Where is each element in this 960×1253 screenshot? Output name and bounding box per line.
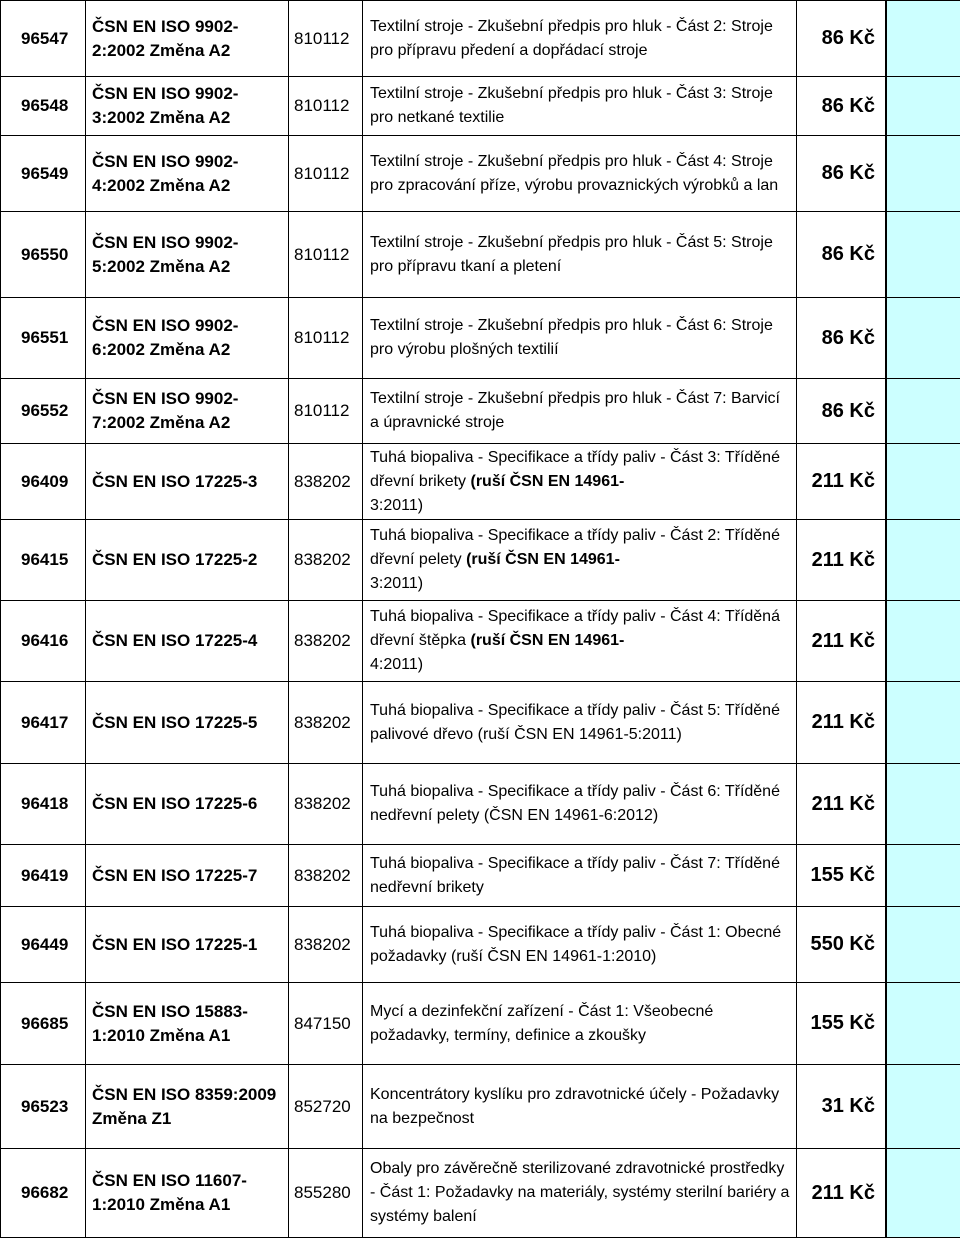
quantity-input-cell[interactable]	[886, 1149, 960, 1238]
table-row	[1, 601, 960, 682]
table-body	[1, 1, 960, 1238]
price: 211 Kč	[797, 682, 887, 764]
price: 86 Kč	[797, 298, 887, 379]
title-text: Tuhá biopaliva - Specifikace a třídy paliv - Část 4: Tříděná dřevní štěpka	[370, 608, 780, 649]
quantity-input-cell[interactable]	[886, 907, 960, 983]
standard-number: ČSN EN ISO 17225-3	[86, 444, 289, 520]
title-text: Mycí a dezinfekční zařízení - Část 1: Všeobecné požadavky, termíny, definice a zkoušky	[370, 1002, 714, 1044]
class-code: 855280	[289, 1149, 363, 1238]
title-text: Tuhá biopaliva - Specifikace a třídy paliv - Část 1: Obecné požadavky (ruší ČSN EN 14961-1:2010)	[370, 923, 782, 965]
title-text: Tuhá biopaliva - Specifikace a třídy paliv - Část 2: Tříděné dřevní pelety	[370, 527, 780, 568]
row-id: 96549	[1, 136, 86, 212]
quantity-input-cell[interactable]	[886, 845, 960, 907]
table-row	[1, 1065, 960, 1149]
standard-number: ČSN EN ISO 9902-4:2002 Změna A2	[86, 136, 289, 212]
title-text: Tuhá biopaliva - Specifikace a třídy paliv - Část 5: Tříděné palivové dřevo (ruší ČSN EN 14961-5:2011)	[370, 701, 780, 743]
row-id: 96547	[1, 1, 86, 77]
standard-title	[363, 907, 797, 983]
standard-number: ČSN EN ISO 17225-4	[86, 601, 289, 682]
table-row	[1, 764, 960, 845]
price: 86 Kč	[797, 212, 887, 298]
quantity-input-cell[interactable]	[886, 764, 960, 845]
row-id: 96550	[1, 212, 86, 298]
class-code: 838202	[289, 764, 363, 845]
table-row	[1, 298, 960, 379]
price: 550 Kč	[797, 907, 887, 983]
table-row	[1, 907, 960, 983]
standard-number: ČSN EN ISO 9902-3:2002 Změna A2	[86, 77, 289, 136]
class-code: 838202	[289, 845, 363, 907]
title-text: Textilní stroje - Zkušební předpis pro hluk - Část 3: Stroje pro netkané textilie	[370, 85, 773, 126]
quantity-input-cell[interactable]	[886, 682, 960, 764]
class-code: 838202	[289, 907, 363, 983]
row-id: 96418	[1, 764, 86, 845]
standard-title	[363, 520, 797, 601]
quantity-input-cell[interactable]	[886, 983, 960, 1065]
class-code: 838202	[289, 520, 363, 601]
table-row	[1, 845, 960, 907]
title-text: Textilní stroje - Zkušební předpis pro hluk - Část 2: Stroje pro přípravu předení a dopřádací stroje	[370, 17, 773, 59]
title-text: Tuhá biopaliva - Specifikace a třídy paliv - Část 7: Tříděné nedřevní brikety	[370, 854, 780, 896]
class-code: 810112	[289, 77, 363, 136]
standard-title	[363, 845, 797, 907]
standard-number: ČSN EN ISO 11607-1:2010 Změna A1	[86, 1149, 289, 1238]
table-row	[1, 682, 960, 764]
price: 155 Kč	[797, 845, 887, 907]
row-id: 96551	[1, 298, 86, 379]
table-row	[1, 983, 960, 1065]
price: 86 Kč	[797, 379, 887, 444]
class-code: 810112	[289, 298, 363, 379]
quantity-input-cell[interactable]	[886, 298, 960, 379]
class-code: 838202	[289, 682, 363, 764]
standard-number: ČSN EN ISO 8359:2009 Změna Z1	[86, 1065, 289, 1149]
price: 31 Kč	[797, 1065, 887, 1149]
title-text: Textilní stroje - Zkušební předpis pro hluk - Část 4: Stroje pro zpracování příze, výrobu provaznických výrobků a lan	[370, 152, 779, 194]
replaces-note: (ruší ČSN EN 14961-	[466, 551, 620, 568]
price: 86 Kč	[797, 1, 887, 77]
price: 155 Kč	[797, 983, 887, 1065]
row-id: 96682	[1, 1149, 86, 1238]
replaces-note-tail: 3:2011)	[370, 575, 424, 592]
replaces-note: (ruší ČSN EN 14961-	[470, 472, 625, 490]
class-code: 852720	[289, 1065, 363, 1149]
table-row	[1, 212, 960, 298]
standard-title	[363, 298, 797, 379]
table-row	[1, 136, 960, 212]
row-id: 96417	[1, 682, 86, 764]
price: 211 Kč	[797, 444, 887, 520]
class-code: 838202	[289, 601, 363, 682]
standard-title	[363, 601, 797, 682]
standard-number: ČSN EN ISO 9902-7:2002 Změna A2	[86, 379, 289, 444]
table-row	[1, 77, 960, 136]
row-id: 96523	[1, 1065, 86, 1149]
price: 211 Kč	[797, 764, 887, 845]
table-row	[1, 1149, 960, 1238]
quantity-input-cell[interactable]	[886, 1, 960, 77]
class-code: 838202	[289, 444, 363, 520]
price: 211 Kč	[797, 601, 887, 682]
row-id: 96419	[1, 845, 86, 907]
quantity-input-cell[interactable]	[886, 136, 960, 212]
title-text: Textilní stroje - Zkušební předpis pro hluk - Část 5: Stroje pro přípravu tkaní a pletení	[370, 233, 773, 275]
price: 211 Kč	[797, 1149, 887, 1238]
table-row	[1, 520, 960, 601]
standard-number: ČSN EN ISO 15883-1:2010 Změna A1	[86, 983, 289, 1065]
row-id: 96416	[1, 601, 86, 682]
price: 86 Kč	[797, 136, 887, 212]
replaces-note: (ruší ČSN EN 14961-	[470, 632, 625, 649]
standard-number: ČSN EN ISO 9902-5:2002 Změna A2	[86, 212, 289, 298]
standard-title	[363, 764, 797, 845]
row-id: 96685	[1, 983, 86, 1065]
standard-number: ČSN EN ISO 9902-2:2002 Změna A2	[86, 1, 289, 77]
quantity-input-cell[interactable]	[886, 1065, 960, 1149]
standard-title	[363, 379, 797, 444]
title-text: Textilní stroje - Zkušební předpis pro hluk - Část 7: Barvicí a úpravnické stroje	[370, 390, 780, 431]
title-text: Textilní stroje - Zkušební předpis pro hluk - Část 6: Stroje pro výrobu plošných textilií	[370, 317, 773, 358]
table-row	[1, 1, 960, 77]
class-code: 847150	[289, 983, 363, 1065]
standard-title	[363, 212, 797, 298]
quantity-input-cell[interactable]	[886, 601, 960, 682]
standard-number: ČSN EN ISO 17225-6	[86, 764, 289, 845]
title-text: Obaly pro závěrečně sterilizované zdravotnické prostředky - Část 1: Požadavky na materiály, systémy sterilní bariéry a systémy balení	[370, 1160, 790, 1225]
class-code: 810112	[289, 1, 363, 77]
table-row	[1, 379, 960, 444]
standard-title	[363, 136, 797, 212]
class-code: 810112	[289, 136, 363, 212]
row-id: 96449	[1, 907, 86, 983]
quantity-input-cell[interactable]	[886, 212, 960, 298]
standard-title	[363, 682, 797, 764]
quantity-input-cell[interactable]	[886, 77, 960, 136]
price: 211 Kč	[797, 520, 887, 601]
title-text: Tuhá biopaliva - Specifikace a třídy paliv - Část 3: Tříděné dřevní brikety	[370, 448, 780, 490]
quantity-input-cell[interactable]	[886, 379, 960, 444]
row-id: 96552	[1, 379, 86, 444]
standard-title	[363, 1, 797, 77]
quantity-input-cell[interactable]	[886, 444, 960, 520]
class-code: 810112	[289, 379, 363, 444]
standard-number: ČSN EN ISO 9902-6:2002 Změna A2	[86, 298, 289, 379]
replaces-note-tail: 4:2011)	[370, 656, 424, 673]
class-code: 810112	[289, 212, 363, 298]
title-text: Koncentrátory kyslíku pro zdravotnické účely - Požadavky na bezpečnost	[370, 1085, 780, 1127]
standard-title	[363, 444, 797, 520]
quantity-input-cell[interactable]	[886, 520, 960, 601]
standard-title	[363, 1149, 797, 1238]
standard-number: ČSN EN ISO 17225-2	[86, 520, 289, 601]
standard-number: ČSN EN ISO 17225-5	[86, 682, 289, 764]
table-row	[1, 444, 960, 520]
price: 86 Kč	[797, 77, 887, 136]
row-id: 96548	[1, 77, 86, 136]
standard-number: ČSN EN ISO 17225-7	[86, 845, 289, 907]
standard-number: ČSN EN ISO 17225-1	[86, 907, 289, 983]
replaces-note-tail: 3:2011)	[370, 496, 424, 514]
standard-title	[363, 983, 797, 1065]
title-text: Tuhá biopaliva - Specifikace a třídy paliv - Část 6: Tříděné nedřevní pelety (ČSN EN 14961-6:2012)	[370, 783, 780, 824]
row-id: 96415	[1, 520, 86, 601]
row-id: 96409	[1, 444, 86, 520]
standard-title	[363, 1065, 797, 1149]
standard-title	[363, 77, 797, 136]
